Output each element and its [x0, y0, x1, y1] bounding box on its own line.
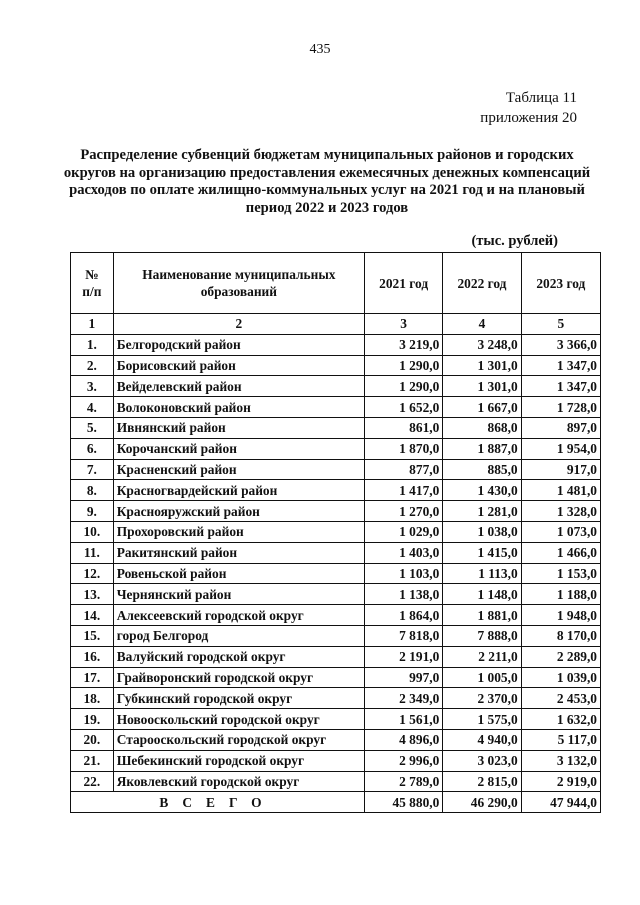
municipality-name: город Белгород	[113, 625, 364, 646]
value-2021: 1 138,0	[364, 584, 442, 605]
page-number: 435	[309, 42, 331, 57]
table-row	[71, 771, 601, 792]
value-2022: 2 370,0	[443, 688, 521, 709]
row-number: 16.	[71, 646, 114, 667]
table-row	[71, 376, 601, 397]
table-row	[71, 563, 601, 584]
table-row	[71, 542, 601, 563]
table-row	[71, 417, 601, 438]
row-number: 4.	[71, 397, 114, 418]
value-2022: 4 940,0	[443, 729, 521, 750]
value-2023: 1 481,0	[521, 480, 600, 501]
row-number: 15.	[71, 625, 114, 646]
municipality-name: Волоконовский район	[113, 397, 364, 418]
value-2021: 7 818,0	[364, 625, 442, 646]
municipality-name: Белгородский район	[113, 334, 364, 355]
total-label	[71, 792, 365, 813]
total-2023: 47 944,0	[521, 792, 600, 813]
municipality-name: Валуйский городской округ	[113, 646, 364, 667]
value-2022: 3 248,0	[443, 334, 521, 355]
value-2023: 1 466,0	[521, 542, 600, 563]
row-number: 20.	[71, 729, 114, 750]
value-2023: 8 170,0	[521, 625, 600, 646]
value-2022: 1 301,0	[443, 355, 521, 376]
value-2023: 1 153,0	[521, 563, 600, 584]
value-2023: 2 453,0	[521, 688, 600, 709]
table-row	[71, 334, 601, 355]
subsidy-table	[70, 252, 601, 813]
table-row	[71, 625, 601, 646]
column-number: 4	[443, 314, 521, 335]
value-2021: 2 349,0	[364, 688, 442, 709]
table-row	[71, 729, 601, 750]
value-2022: 3 023,0	[443, 750, 521, 771]
value-2021: 1 403,0	[364, 542, 442, 563]
value-2022: 1 667,0	[443, 397, 521, 418]
value-2023: 1 347,0	[521, 355, 600, 376]
row-number: 2.	[71, 355, 114, 376]
municipality-name: Алексеевский городской округ	[113, 605, 364, 626]
header-2022: 2022 год	[443, 253, 521, 314]
municipality-name: Красногвардейский район	[113, 480, 364, 501]
row-number: 5.	[71, 417, 114, 438]
value-2023: 1 073,0	[521, 521, 600, 542]
value-2021: 1 870,0	[364, 438, 442, 459]
value-2023: 2 289,0	[521, 646, 600, 667]
value-2023: 897,0	[521, 417, 600, 438]
value-2023: 1 328,0	[521, 501, 600, 522]
row-number: 17.	[71, 667, 114, 688]
municipality-name: Краснояружский район	[113, 501, 364, 522]
value-2022: 1 038,0	[443, 521, 521, 542]
table-row	[71, 397, 601, 418]
municipality-name: Вейделевский район	[113, 376, 364, 397]
row-number: 22.	[71, 771, 114, 792]
table-row	[71, 750, 601, 771]
value-2021: 2 996,0	[364, 750, 442, 771]
value-2021: 2 191,0	[364, 646, 442, 667]
table-row	[71, 584, 601, 605]
value-2021: 1 652,0	[364, 397, 442, 418]
total-label-text: ВСЕГО	[159, 794, 276, 810]
table-row	[71, 688, 601, 709]
municipality-name: Новооскольский городской округ	[113, 709, 364, 730]
header-2023: 2023 год	[521, 253, 600, 314]
value-2021: 1 864,0	[364, 605, 442, 626]
value-2023: 1 948,0	[521, 605, 600, 626]
value-2021: 2 789,0	[364, 771, 442, 792]
row-number: 7.	[71, 459, 114, 480]
value-2023: 1 347,0	[521, 376, 600, 397]
column-number-row	[71, 314, 601, 335]
table-row	[71, 501, 601, 522]
municipality-name: Грайворонский городской округ	[113, 667, 364, 688]
value-2021: 1 561,0	[364, 709, 442, 730]
row-number: 18.	[71, 688, 114, 709]
value-2021: 3 219,0	[364, 334, 442, 355]
column-number: 5	[521, 314, 600, 335]
municipality-name: Красненский район	[113, 459, 364, 480]
value-2021: 1 270,0	[364, 501, 442, 522]
value-2022: 1 430,0	[443, 480, 521, 501]
municipality-name: Борисовский район	[113, 355, 364, 376]
value-2021: 1 290,0	[364, 355, 442, 376]
value-2021: 4 896,0	[364, 729, 442, 750]
value-2022: 1 887,0	[443, 438, 521, 459]
header-no-label: № п/п	[82, 267, 102, 299]
municipality-name: Губкинский городской округ	[113, 688, 364, 709]
value-2021: 1 417,0	[364, 480, 442, 501]
table-caption	[480, 88, 577, 128]
value-2023: 1 728,0	[521, 397, 600, 418]
value-2023: 5 117,0	[521, 729, 600, 750]
value-2021: 1 103,0	[364, 563, 442, 584]
table-row	[71, 646, 601, 667]
value-2022: 2 211,0	[443, 646, 521, 667]
value-2022: 868,0	[443, 417, 521, 438]
value-2022: 2 815,0	[443, 771, 521, 792]
municipality-name: Ракитянский район	[113, 542, 364, 563]
table-row	[71, 605, 601, 626]
row-number: 3.	[71, 376, 114, 397]
table-caption-line2: приложения 20	[480, 110, 577, 126]
row-number: 19.	[71, 709, 114, 730]
table-row	[71, 438, 601, 459]
row-number: 9.	[71, 501, 114, 522]
value-2023: 2 919,0	[521, 771, 600, 792]
table-header-row	[71, 253, 601, 314]
value-2023: 917,0	[521, 459, 600, 480]
row-number: 14.	[71, 605, 114, 626]
document-title: Распределение субвенций бюджетам муниципальных районов и городских округов на организацию предоставления ежемесячных денежных компенсаций расходов по оплате жилищно-коммунальных услуг на 2021 год и на плановый период 2022 и 2023 годов	[63, 147, 591, 216]
value-2022: 1 415,0	[443, 542, 521, 563]
table-row	[71, 709, 601, 730]
units-label: (тыс. рублей)	[471, 233, 558, 249]
header-name	[113, 253, 364, 314]
header-no	[71, 253, 114, 314]
value-2023: 1 632,0	[521, 709, 600, 730]
row-number: 8.	[71, 480, 114, 501]
row-number: 12.	[71, 563, 114, 584]
municipality-name: Ивнянский район	[113, 417, 364, 438]
total-2021: 45 880,0	[364, 792, 442, 813]
value-2021: 877,0	[364, 459, 442, 480]
value-2022: 1 005,0	[443, 667, 521, 688]
table-row	[71, 667, 601, 688]
municipality-name: Ровеньской район	[113, 563, 364, 584]
total-2022: 46 290,0	[443, 792, 521, 813]
value-2022: 1 575,0	[443, 709, 521, 730]
municipality-name: Шебекинский городской округ	[113, 750, 364, 771]
column-number: 1	[71, 314, 114, 335]
header-name-label: Наименование муниципальных образований	[142, 267, 336, 299]
value-2021: 861,0	[364, 417, 442, 438]
row-number: 1.	[71, 334, 114, 355]
value-2023: 3 132,0	[521, 750, 600, 771]
total-row	[71, 792, 601, 813]
municipality-name: Чернянский район	[113, 584, 364, 605]
value-2023: 3 366,0	[521, 334, 600, 355]
value-2023: 1 188,0	[521, 584, 600, 605]
value-2021: 1 029,0	[364, 521, 442, 542]
municipality-name: Прохоровский район	[113, 521, 364, 542]
value-2022: 7 888,0	[443, 625, 521, 646]
value-2022: 1 148,0	[443, 584, 521, 605]
row-number: 11.	[71, 542, 114, 563]
municipality-name: Старооскольский городской округ	[113, 729, 364, 750]
table-row	[71, 521, 601, 542]
row-number: 6.	[71, 438, 114, 459]
value-2022: 1 881,0	[443, 605, 521, 626]
value-2021: 1 290,0	[364, 376, 442, 397]
value-2021: 997,0	[364, 667, 442, 688]
column-number: 2	[113, 314, 364, 335]
value-2022: 1 301,0	[443, 376, 521, 397]
value-2023: 1 039,0	[521, 667, 600, 688]
header-2021: 2021 год	[364, 253, 442, 314]
table-row	[71, 459, 601, 480]
municipality-name: Корочанский район	[113, 438, 364, 459]
row-number: 13.	[71, 584, 114, 605]
value-2022: 1 113,0	[443, 563, 521, 584]
value-2023: 1 954,0	[521, 438, 600, 459]
table-row	[71, 355, 601, 376]
row-number: 10.	[71, 521, 114, 542]
value-2022: 885,0	[443, 459, 521, 480]
municipality-name: Яковлевский городской округ	[113, 771, 364, 792]
row-number: 21.	[71, 750, 114, 771]
table-row	[71, 480, 601, 501]
column-number: 3	[364, 314, 442, 335]
table-caption-line1: Таблица 11	[505, 90, 577, 106]
value-2022: 1 281,0	[443, 501, 521, 522]
